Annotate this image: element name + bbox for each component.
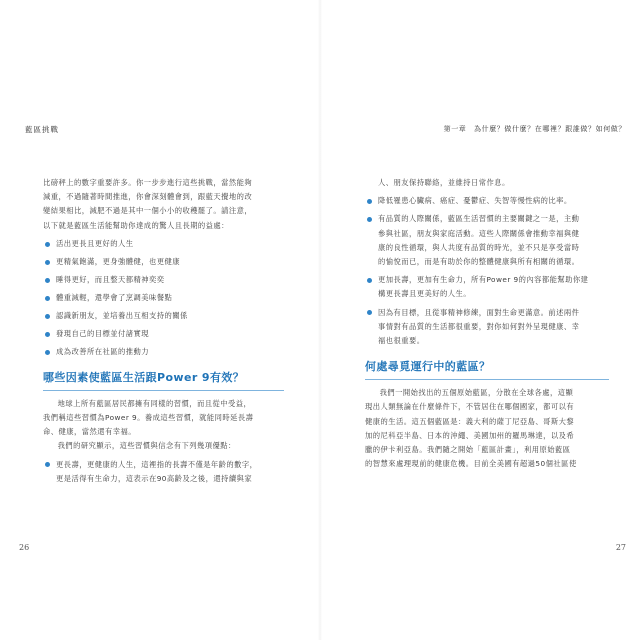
bullet-dot-icon — [45, 278, 50, 283]
bullet-dot-icon — [367, 310, 372, 315]
benefit-item: 發現自己的目標並付諸實現 — [43, 327, 284, 341]
right-page — [320, 0, 640, 640]
blue-zones-paragraph: 我們一開始找出的五個原始藍區，分散在全球各處，這顯 現出人類無論在什麼條件下，不管居住在哪個國家，都可以有 健康的生活。這五個藍區是：義大利的薩丁尼亞島、哥斯大黎 加的尼科亞半島、日本的沖繩、美國加州的羅馬琳達，以及希 臘的伊卡利亞島。我們隨之開始「藍區計畫」，利用原始藍區 的智慧來處理現前的健康危機。目前全美國有超過50個社區使 — [365, 388, 577, 469]
continued-line: 人、朋友保持聯絡，並維持日常作息。 — [378, 178, 510, 187]
section-heading-power9: 哪些因素使藍區生活跟Power 9有效？ — [43, 371, 284, 391]
bullet-dot-icon — [45, 314, 50, 319]
bullet-dot-icon — [45, 462, 50, 467]
right-page-body — [365, 176, 609, 471]
power9-paragraph: 地球上所有藍區居民都擁有同樣的習慣，而且從中受益， 我們稱這些習慣為Power 9。養成這些習慣，就能同時延長壽 命、健康，當然還有幸福。 — [43, 398, 254, 437]
left-running-head: 藍區挑戰 — [25, 125, 59, 134]
bullet-dot-icon — [45, 350, 50, 355]
advantages-list — [43, 458, 284, 485]
research-paragraph: 我們的研究顯示，這些習慣與信念有下列幾項優點： — [57, 441, 236, 451]
left-page-body — [43, 176, 284, 485]
bullet-dot-icon — [367, 217, 372, 222]
benefit-item: 更精氣飽滿，更身強體健，也更健康 — [43, 255, 284, 269]
bullet-dot-icon — [367, 199, 372, 204]
right-running-head: 第一章 為什麼？做什麼？在哪裡？跟誰做？如何做？ — [443, 125, 626, 133]
page-number-right: 27 — [615, 543, 626, 552]
intro-line: 變結果相比，減肥不過是其中一個小小的收穫罷了。請注意， — [43, 206, 253, 216]
bullet-dot-icon — [45, 296, 50, 301]
bullet-dot-icon — [45, 242, 50, 247]
intro-paragraph — [43, 176, 284, 233]
bullet-item: 有品質的人際關係，藍區生活習慣的主要關鍵之一是，主動 參與社區，朋友與家庭活動。這些人際關係會推動幸福與健 康的良性循環，與人共度有品質的時光，並不只是享受當時 的愉悅而已，而是有助於你的整體健康與所有相關的循環。 — [365, 212, 609, 269]
bullet-dot-icon — [45, 260, 50, 265]
page-number-left: 26 — [19, 543, 30, 552]
benefits-list — [43, 237, 284, 359]
benefit-item: 成為改善所在社區的推動力 — [43, 345, 284, 359]
bullet-item: 更加長壽，更加有生命力，所有Power 9的內容都能幫助你建 構更長壽且更美好的人生。 — [365, 273, 609, 301]
right-bullet-list — [365, 194, 609, 348]
intro-line: 減重，不過隨著時間推進，你會深刻體會到，跟藍天攪地的改 — [43, 192, 253, 202]
benefit-item: 活出更長且更好的人生 — [43, 237, 284, 251]
bullet-item: 降低罹患心臟病、癌症、憂鬱症、失智等慢性病的比率。 — [365, 194, 609, 208]
intro-line: 比磅秤上的數字重要許多。你一步步進行這些挑戰，當然能夠 — [43, 178, 253, 187]
benefit-item: 睡得更好，而且整天都精神奕奕 — [43, 273, 284, 287]
intro-line: 以下就是藍區生活能幫助你達成的驚人且長期的益處： — [43, 220, 229, 230]
section-heading-where: 何處尋覓運行中的藍區？ — [365, 360, 609, 380]
benefit-item: 體重減輕，還學會了烹調美味餐點 — [43, 291, 284, 305]
benefit-item: 認識新朋友，並培養出互相支持的關係 — [43, 309, 284, 323]
bullet-dot-icon — [45, 332, 50, 337]
bullet-dot-icon — [367, 278, 372, 283]
bullet-item: 因為有目標，且從事精神修練，面對生命更滿意。前述兩件 事情對有品質的生活都很重要，對你如何對外呈現健康、幸 福也很重要。 — [365, 306, 609, 349]
advantage-item: 更長壽，更健康的人生，這裡指的長壽不僅是年齡的數字， 更是活得有生命力，這表示在90高齡及之後，還持續與家 — [43, 458, 284, 485]
